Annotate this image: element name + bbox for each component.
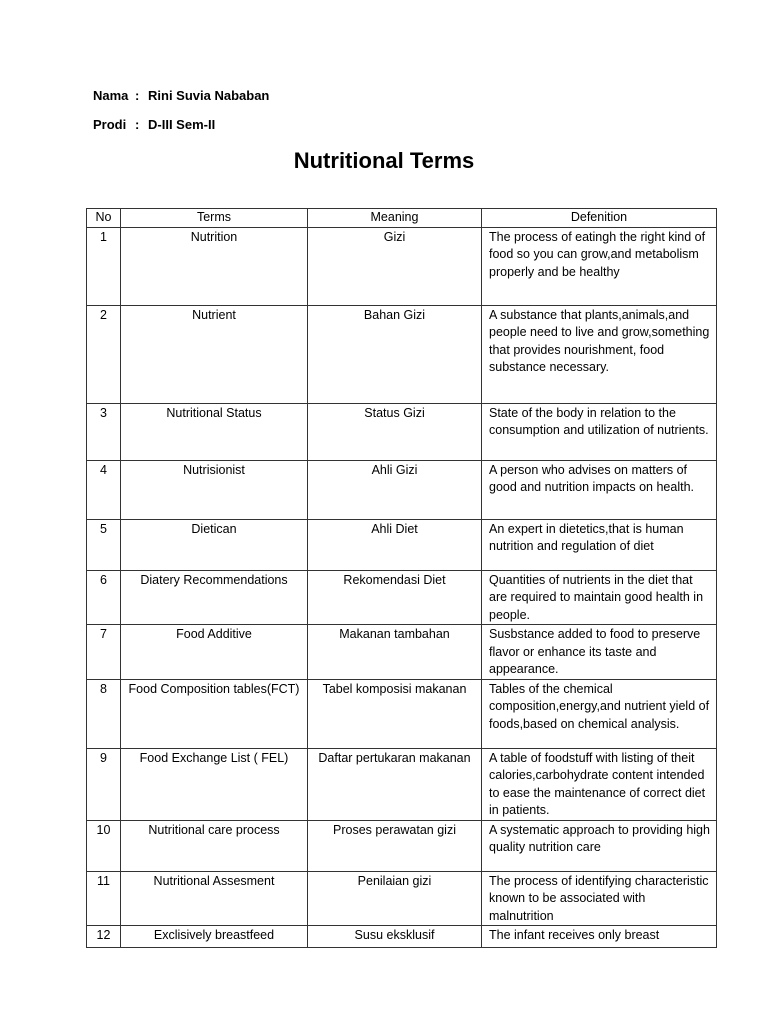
row-number: 1 xyxy=(87,227,121,305)
row-definition: A systematic approach to providing high quality nutrition care xyxy=(482,820,717,871)
row-definition: Susbstance added to food to preserve flavor or enhance its taste and appearance. xyxy=(482,625,717,680)
prodi-label: Prodi xyxy=(93,117,127,132)
column-header-no: No xyxy=(87,209,121,228)
table-row xyxy=(87,926,717,948)
row-meaning: Susu eksklusif xyxy=(308,926,482,948)
student-name-line xyxy=(93,88,269,104)
row-definition: A substance that plants,animals,and people need to live and grow,something that provides nourishment, food substance necessary. xyxy=(482,305,717,403)
prodi-separator: : xyxy=(135,117,140,132)
column-header-terms: Terms xyxy=(121,209,308,228)
table-row xyxy=(87,305,717,403)
nama-value: Rini Suvia Nababan xyxy=(148,88,270,103)
row-meaning: Makanan tambahan xyxy=(308,625,482,680)
prodi-value: D-III Sem-II xyxy=(148,117,216,132)
row-term: Nutritional Status xyxy=(121,403,308,460)
table-row xyxy=(87,625,717,680)
row-definition: Tables of the chemical composition,energy,and nutrient yield of foods,based on chemical analysis. xyxy=(482,679,717,748)
row-definition: A person who advises on matters of good and nutrition impacts on health. xyxy=(482,460,717,519)
row-term: Nutrisionist xyxy=(121,460,308,519)
table-row xyxy=(87,519,717,570)
row-definition: The infant receives only breast xyxy=(482,926,717,948)
table-row xyxy=(87,227,717,305)
row-definition: The process of identifying characteristic known to be associated with malnutrition xyxy=(482,871,717,926)
row-number: 10 xyxy=(87,820,121,871)
table-row xyxy=(87,403,717,460)
row-meaning: Gizi xyxy=(308,227,482,305)
row-meaning: Ahli Diet xyxy=(308,519,482,570)
row-number: 7 xyxy=(87,625,121,680)
row-term: Nutrition xyxy=(121,227,308,305)
table-row xyxy=(87,679,717,748)
table-row xyxy=(87,820,717,871)
row-meaning: Ahli Gizi xyxy=(308,460,482,519)
row-number: 3 xyxy=(87,403,121,460)
row-term: Dietican xyxy=(121,519,308,570)
row-term: Diatery Recommendations xyxy=(121,570,308,625)
row-term: Food Composition tables(FCT) xyxy=(121,679,308,748)
table-row xyxy=(87,570,717,625)
table-row xyxy=(87,871,717,926)
row-term: Nutrient xyxy=(121,305,308,403)
row-meaning: Bahan Gizi xyxy=(308,305,482,403)
study-program-line xyxy=(93,117,215,133)
row-meaning: Status Gizi xyxy=(308,403,482,460)
row-number: 6 xyxy=(87,570,121,625)
row-term: Nutritional Assesment xyxy=(121,871,308,926)
row-term: Exclisively breastfeed xyxy=(121,926,308,948)
row-definition: An expert in dietetics,that is human nutrition and regulation of diet xyxy=(482,519,717,570)
column-header-meaning: Meaning xyxy=(308,209,482,228)
row-number: 11 xyxy=(87,871,121,926)
table-row xyxy=(87,460,717,519)
row-definition: Quantities of nutrients in the diet that are required to maintain good health in people. xyxy=(482,570,717,625)
table-header-row xyxy=(87,209,717,228)
row-term: Nutritional care process xyxy=(121,820,308,871)
row-meaning: Proses perawatan gizi xyxy=(308,820,482,871)
row-meaning: Rekomendasi Diet xyxy=(308,570,482,625)
row-definition: A table of foodstuff with listing of theit calories,carbohydrate content intended to ease the maintenance of correct diet in patients. xyxy=(482,748,717,820)
row-meaning: Daftar pertukaran makanan xyxy=(308,748,482,820)
row-meaning: Penilaian gizi xyxy=(308,871,482,926)
row-term: Food Exchange List ( FEL) xyxy=(121,748,308,820)
row-number: 8 xyxy=(87,679,121,748)
nama-label: Nama xyxy=(93,88,129,103)
row-term: Food Additive xyxy=(121,625,308,680)
row-definition: State of the body in relation to the consumption and utilization of nutrients. xyxy=(482,403,717,460)
row-number: 9 xyxy=(87,748,121,820)
page-title: Nutritional Terms xyxy=(293,148,475,173)
table-row xyxy=(87,748,717,820)
nama-separator: : xyxy=(135,88,140,103)
nutritional-terms-table xyxy=(86,208,717,948)
column-header-definition: Defenition xyxy=(482,209,717,228)
row-number: 12 xyxy=(87,926,121,948)
row-meaning: Tabel komposisi makanan xyxy=(308,679,482,748)
row-number: 5 xyxy=(87,519,121,570)
row-number: 2 xyxy=(87,305,121,403)
row-number: 4 xyxy=(87,460,121,519)
row-definition: The process of eatingh the right kind of food so you can grow,and metabolism properly and be healthy xyxy=(482,227,717,305)
